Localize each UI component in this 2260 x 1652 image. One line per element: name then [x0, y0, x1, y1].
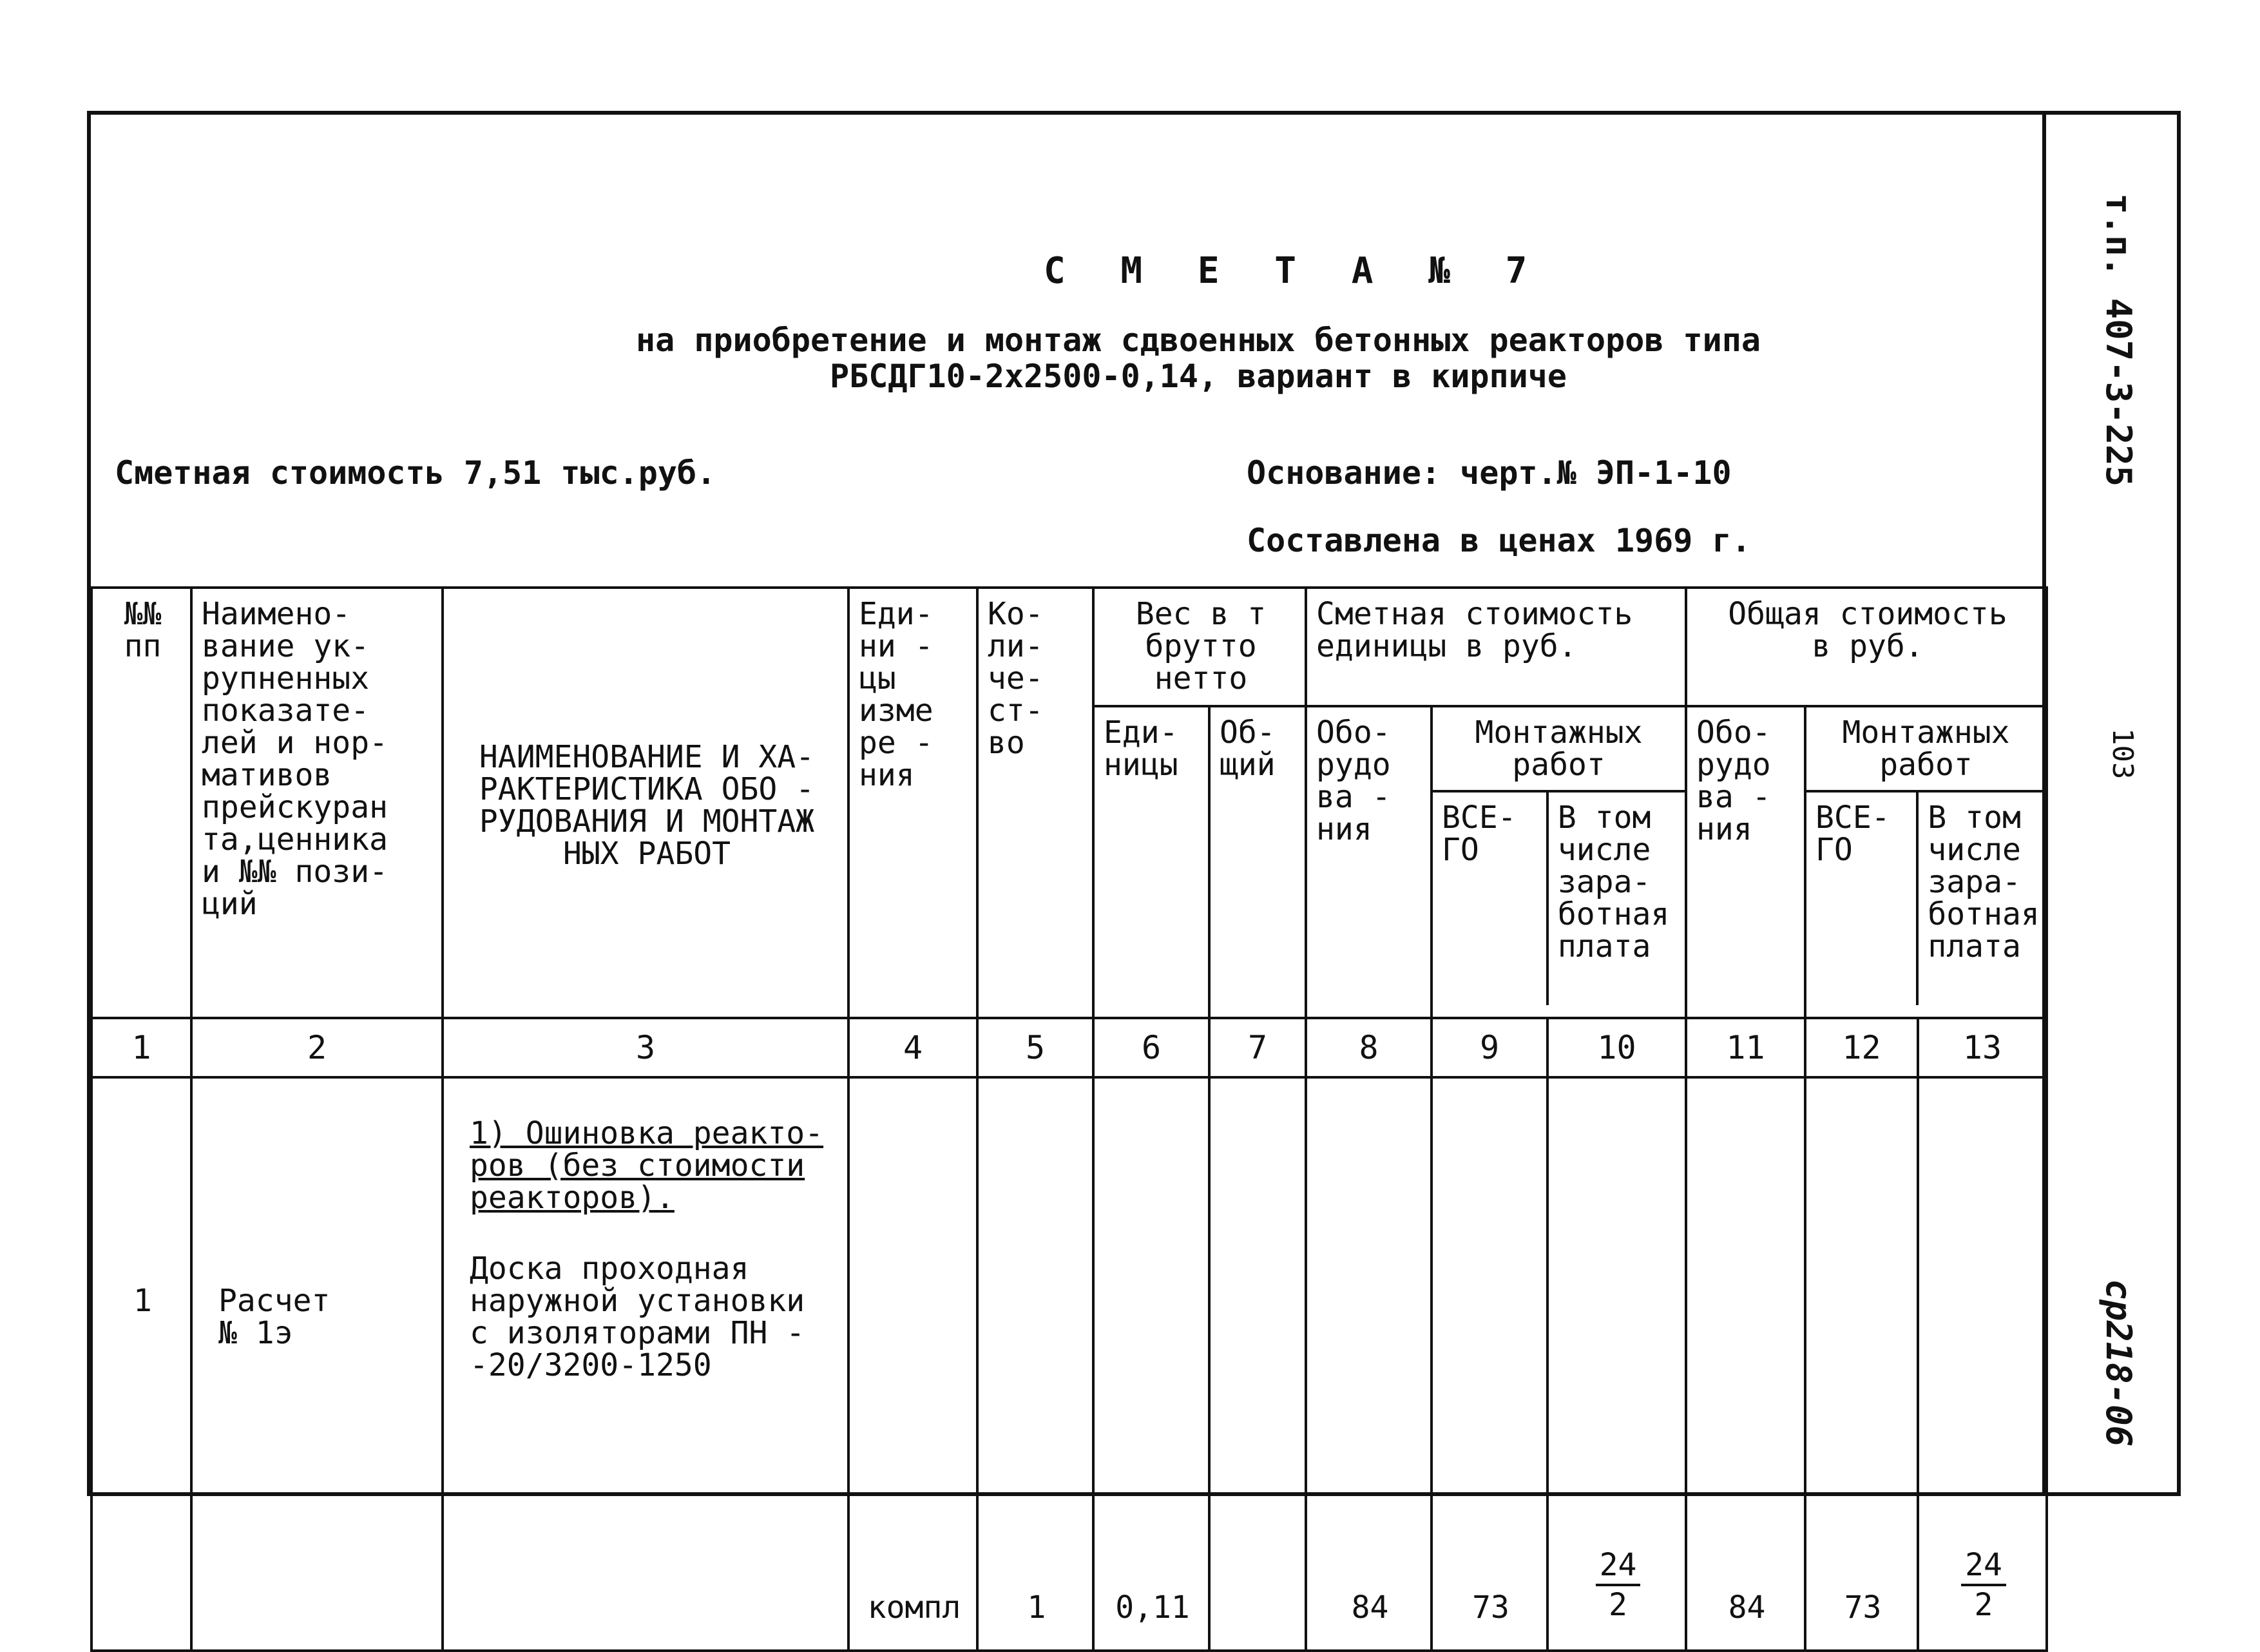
row-quantity: 1: [977, 1077, 1093, 1651]
column-number: 12: [1805, 1018, 1918, 1077]
header-weight-group: Вес в т брутто нетто: [1093, 588, 1306, 706]
total-wage-numerator: 24: [1961, 1546, 2006, 1586]
header-quantity: Ко- ли- че- ст- во: [977, 588, 1093, 1018]
header-total-cost-group: Общая стоимость в руб.: [1686, 588, 2047, 706]
column-number: 8: [1306, 1018, 1432, 1077]
row-item-name: Доска проходная наружной установки с изоляторами ПН - -20/3200-1250: [470, 1251, 805, 1383]
column-number: 13: [1918, 1018, 2047, 1077]
header-total-mount-group: Монтажных работ: [1806, 707, 2045, 792]
unit-wage-fraction: [1596, 1546, 1641, 1624]
row-description: [443, 1077, 848, 1651]
header-unit-mount-wage: В том числе зара- ботная плата: [1557, 800, 1670, 965]
header-indicator-name: Наимено- вание ук- рупненных показате- лей и нор- мативов прейскуран та,ценника и №№ пози- ций: [191, 588, 443, 1018]
header-equipment-name: НАИМЕНОВАНИЕ И ХА- РАКТЕРИСТИКА ОБО - РУДОВАНИЯ И МОНТАЖ НЫХ РАБОТ: [443, 588, 848, 1018]
side-sheet-code: ср218-06: [2098, 1279, 2139, 1447]
estimate-table: [90, 586, 2048, 1652]
total-wage-fraction: [1961, 1546, 2006, 1624]
basis-reference: Основание: черт.№ ЭП-1-10: [1247, 454, 1732, 492]
row-basis: Расчет № 1э: [191, 1077, 443, 1651]
column-number: 11: [1686, 1018, 1805, 1077]
column-number: 5: [977, 1018, 1093, 1077]
header-unit-mount-total: ВСЕ- ГО: [1433, 792, 1549, 1005]
header-unit-mount-group: Монтажных работ: [1433, 707, 1685, 792]
unit-wage-numerator: 24: [1596, 1546, 1641, 1586]
column-number: 10: [1547, 1018, 1686, 1077]
header-total-mount-total: ВСЕ- ГО: [1806, 792, 1919, 1005]
header-total-mounting: [1805, 706, 2047, 1018]
header-weight-unit: Еди- ницы: [1093, 706, 1209, 1018]
side-page-number: 103: [2106, 728, 2139, 780]
total-wage-denominator: 2: [1974, 1587, 1993, 1623]
unit-wage-denominator: 2: [1609, 1587, 1627, 1623]
header-row-1: [91, 588, 2047, 706]
row-unit-mount-wage: [1547, 1077, 1686, 1651]
table-row: [91, 1077, 2047, 1651]
estimated-cost: Сметная стоимость 7,51 тыс.руб.: [115, 454, 716, 492]
header-unit-cost-group: Сметная стоимость единицы в руб.: [1306, 588, 1686, 706]
header-total-equipment: Обо- рудо ва - ния: [1686, 706, 1805, 1018]
row-weight-total: [1209, 1077, 1306, 1651]
price-year: Составлена в ценах 1969 г.: [1247, 522, 1751, 559]
column-number: 1: [91, 1018, 191, 1077]
document-title: С М Е Т А № 7: [1044, 250, 1544, 292]
row-total-equipment: 84: [1686, 1077, 1805, 1651]
row-total-mount: 73: [1805, 1077, 1918, 1651]
subtitle-line-1: на приобретение и монтаж сдвоенных бетонных реакторов типа: [636, 322, 1761, 359]
side-code: т.п. 407-3-225: [2098, 193, 2139, 487]
column-number: 2: [191, 1018, 443, 1077]
row-weight-unit: 0,11: [1093, 1077, 1209, 1651]
column-number: 6: [1093, 1018, 1209, 1077]
header-total-mount-wage: В том числе зара- ботная плата: [1928, 800, 2040, 965]
column-number: 9: [1432, 1018, 1547, 1077]
header-weight-total: Об- щий: [1209, 706, 1306, 1018]
row-section-heading: 1) Ошиновка реакто- ров (без стоимости реакторов).: [470, 1115, 824, 1216]
document-subtitle: [618, 322, 1778, 394]
row-number: 1: [91, 1077, 191, 1651]
column-number: 7: [1209, 1018, 1306, 1077]
column-number-row: [91, 1018, 2047, 1077]
header-number: №№ пп: [91, 588, 191, 1018]
header-unit: Еди- ни - цы изме ре - ния: [848, 588, 977, 1018]
row-unit: компл: [848, 1077, 977, 1651]
column-number: 3: [443, 1018, 848, 1077]
subtitle-line-2: РБСДГ10-2х2500-0,14, вариант в кирпиче: [830, 358, 1567, 395]
row-total-mount-wage: [1918, 1077, 2047, 1651]
row-unit-equipment: 84: [1306, 1077, 1432, 1651]
header-unit-equipment: Обо- рудо ва - ния: [1306, 706, 1432, 1018]
header-unit-mounting: [1432, 706, 1686, 1018]
column-number: 4: [848, 1018, 977, 1077]
row-unit-mount-total: 73: [1432, 1077, 1547, 1651]
